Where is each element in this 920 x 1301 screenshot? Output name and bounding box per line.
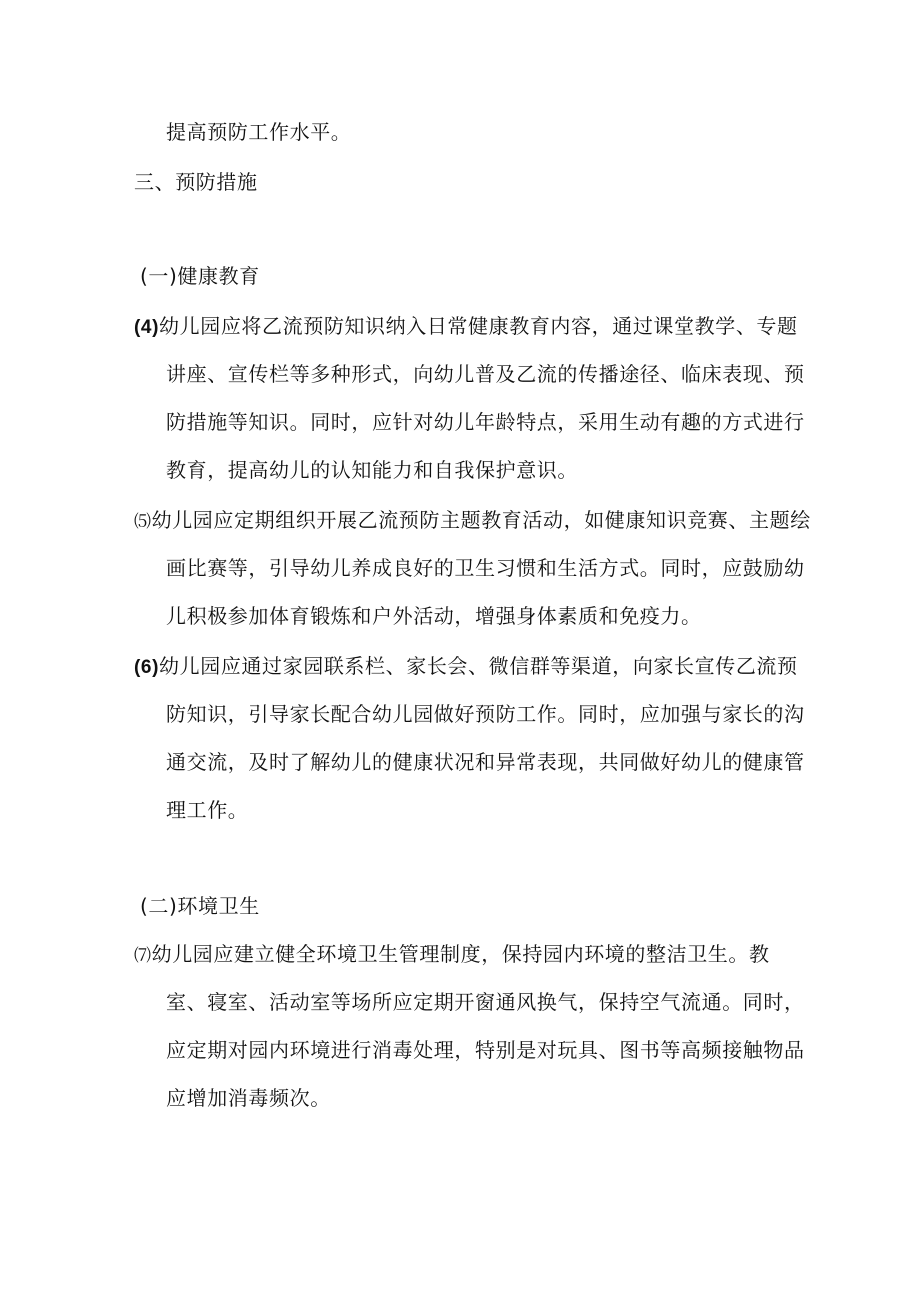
item-marker: ⑺	[134, 946, 152, 966]
list-item-line: 应增加消毒频次。	[166, 1086, 331, 1110]
list-item-line: 画比赛等，引导幼儿养成良好的卫生习惯和生活方式。同时，应鼓励幼	[166, 556, 805, 580]
list-item-first-line	[134, 940, 770, 970]
list-item-line: 室、寝室、活动室等场所应定期开窗通风换气，保持空气流通。同时，	[166, 990, 805, 1014]
list-item-line: 防知识，引导家长配合幼儿园做好预防工作。同时，应加强与家长的沟	[166, 702, 805, 726]
list-item-line: 儿积极参加体育锻炼和户外活动，增强身体素质和免疫力。	[166, 604, 702, 628]
list-item-first-line	[134, 312, 798, 342]
item-marker: (6)	[134, 657, 160, 678]
subsection-heading-health-education: (一)健康教育	[140, 264, 260, 288]
list-item-line: 理工作。	[166, 798, 249, 822]
item-text: 幼儿园应将乙流预防知识纳入日常健康教育内容，通过课堂教学、专题	[159, 314, 798, 338]
list-item-first-line	[134, 652, 798, 682]
section-heading: 三、预防措施	[134, 170, 258, 194]
item-marker: ⑸	[134, 512, 152, 532]
subsection-heading-environmental-hygiene: (二)环境卫生	[140, 894, 260, 918]
list-item-line: 讲座、宣传栏等多种形式，向幼儿普及乙流的传播途径、临床表现、预	[166, 362, 805, 386]
item-text: 幼儿园应定期组织开展乙流预防主题教育活动，如健康知识竞赛、主题绘	[151, 508, 811, 532]
item-marker: (4)	[134, 317, 160, 338]
item-text: 幼儿园应建立健全环境卫生管理制度，保持园内环境的整洁卫生。教	[151, 942, 770, 966]
list-item-first-line	[134, 506, 811, 536]
continuation-line: 提高预防工作水平。	[166, 120, 352, 144]
list-item-line: 通交流，及时了解幼儿的健康状况和异常表现，共同做好幼儿的健康管	[166, 750, 805, 774]
list-item-line: 应定期对园内环境进行消毒处理，特别是对玩具、图书等高频接触物品	[166, 1038, 805, 1062]
list-item-line: 教育，提高幼儿的认知能力和自我保护意识。	[166, 458, 578, 482]
item-text: 幼儿园应通过家园联系栏、家长会、微信群等渠道，向家长宣传乙流预	[159, 654, 798, 678]
list-item-line: 防措施等知识。同时，应针对幼儿年龄特点，采用生动有趣的方式进行	[166, 410, 805, 434]
